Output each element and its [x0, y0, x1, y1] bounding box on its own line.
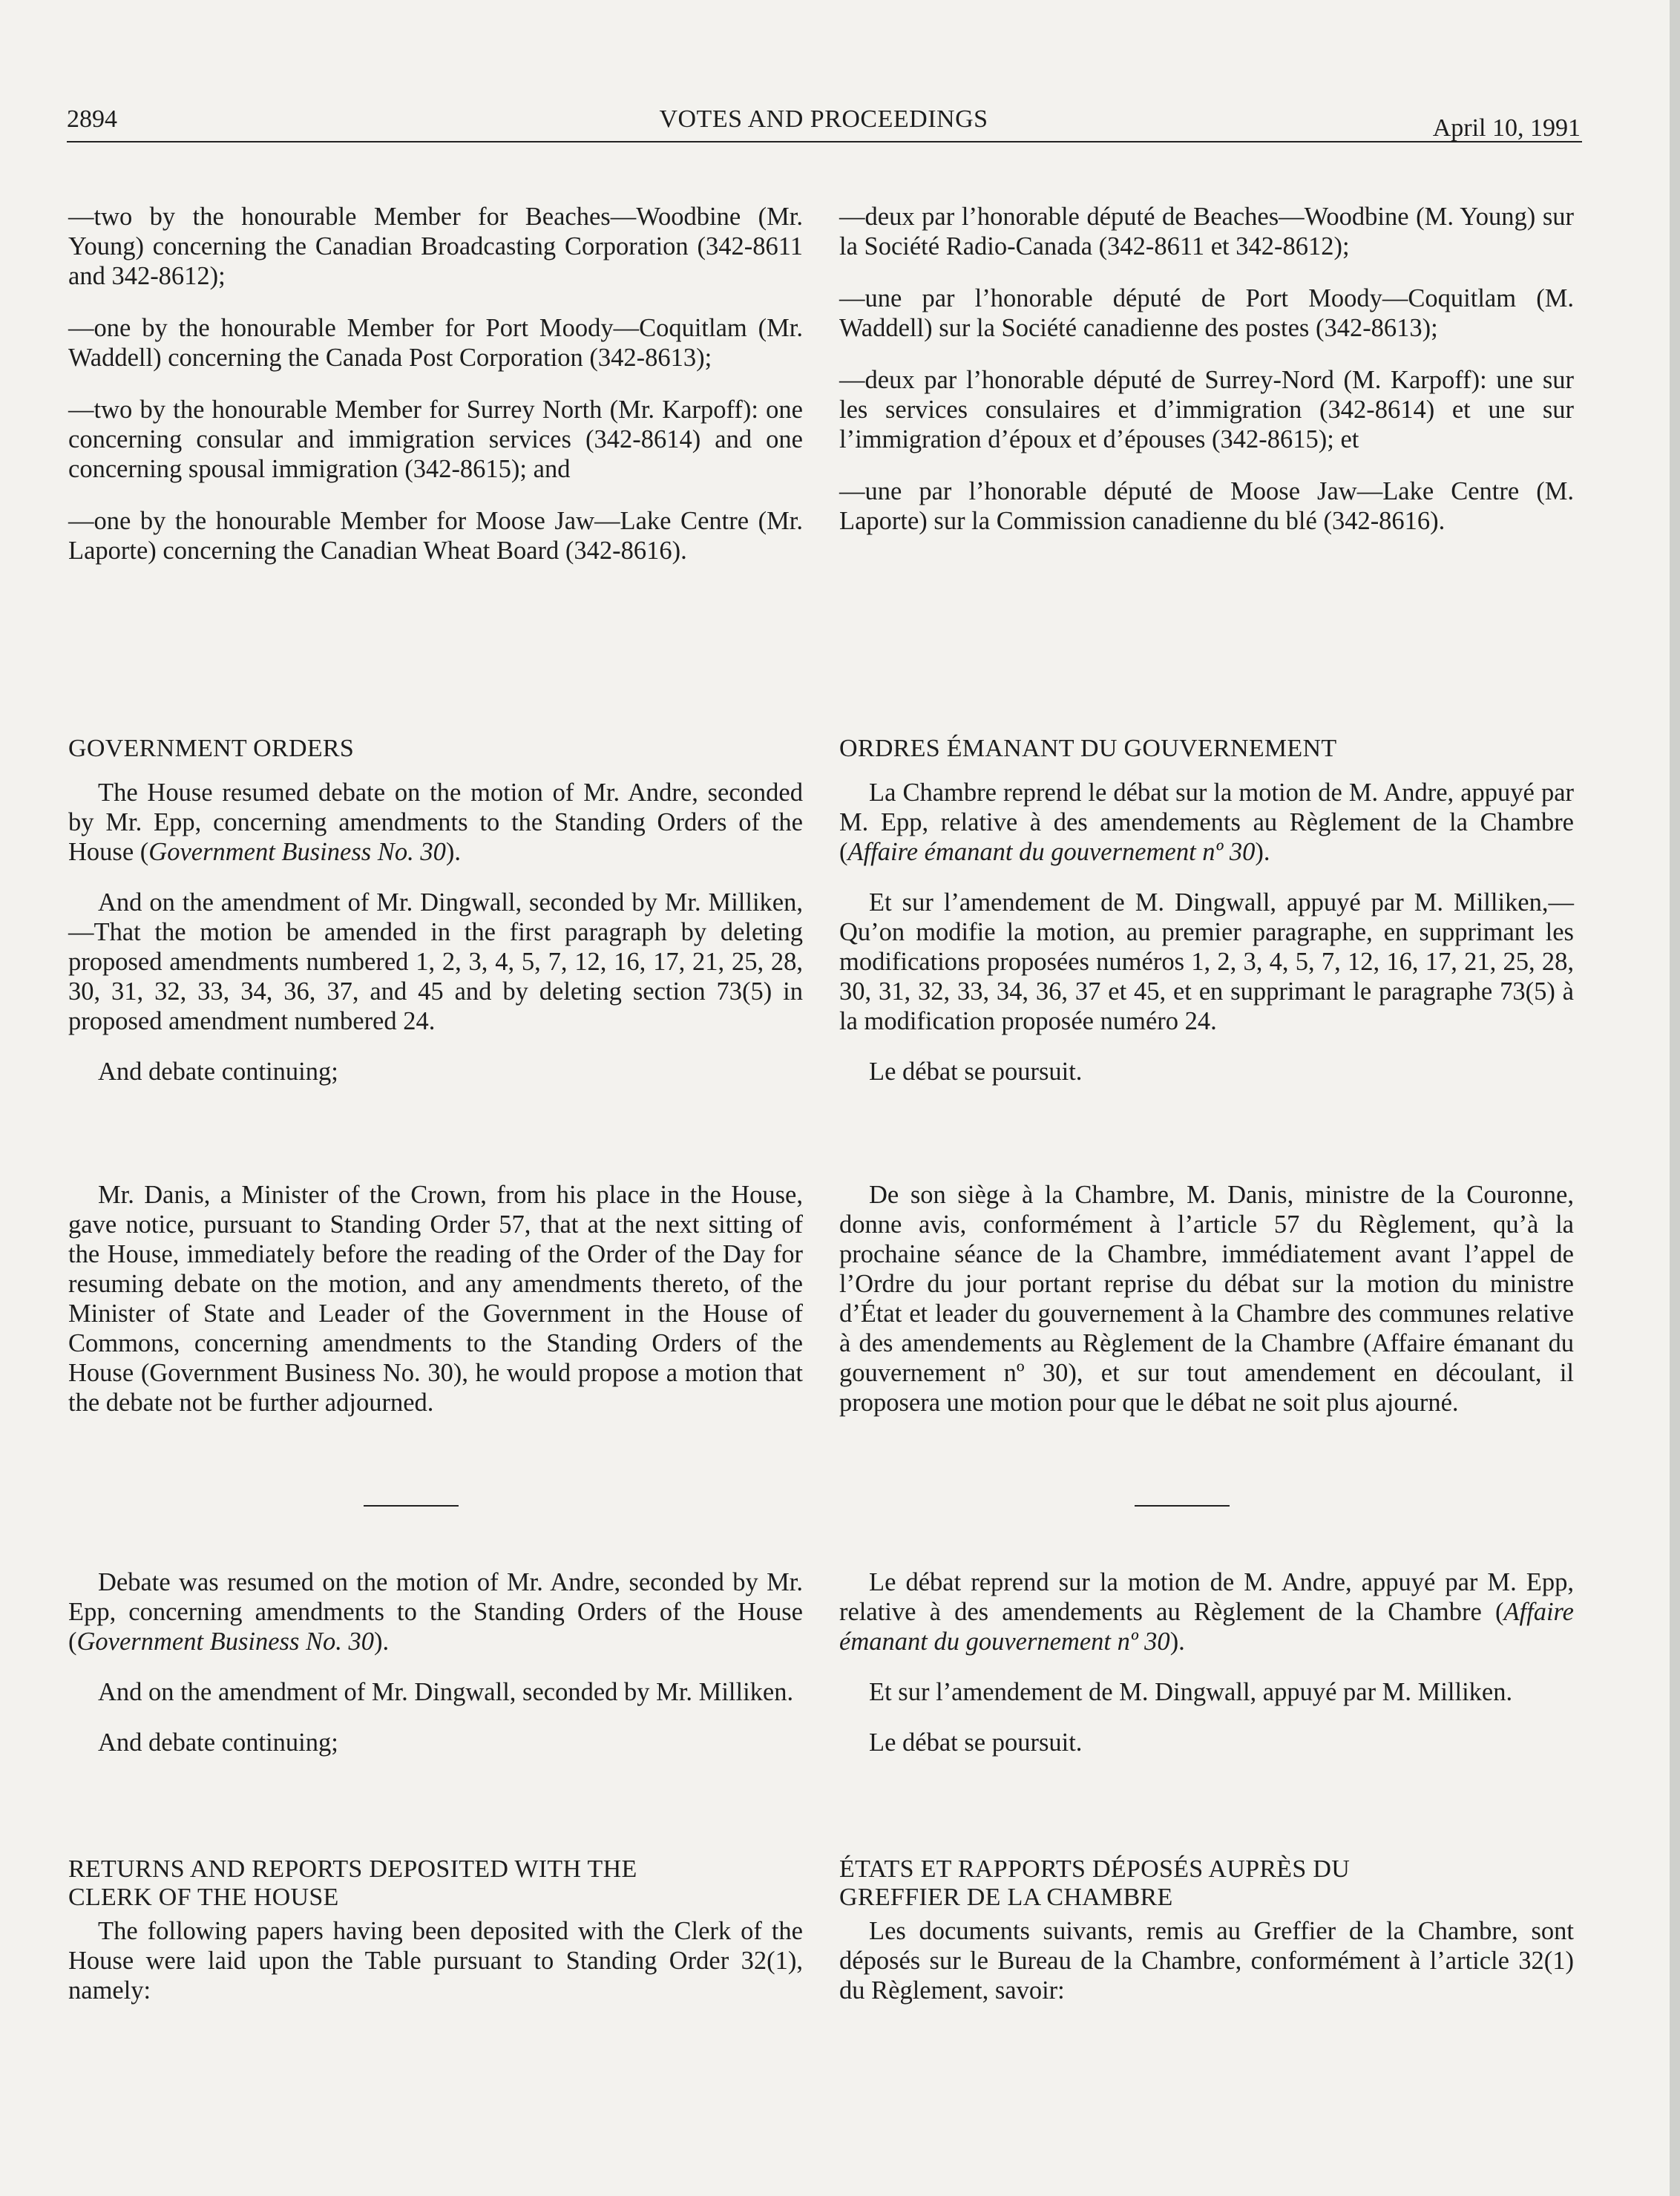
returns-intro-paragraph: The following papers having been deposited with the Clerk of the House were laid upon the Table pursuant to Standing Order 32(1), namely: [68, 1917, 803, 2005]
returns-list-french [839, 202, 1574, 536]
returns-heading-french [839, 1855, 1574, 1912]
notice-paragraph: Mr. Danis, a Minister of the Crown, from his place in the House, gave notice, pursuant to Standing Order 57, that at the next sitting of the House, immediately before the reading of the Order of the Day for resuming debate on the motion, and any amendments thereto, of the Minister of State and Leader of the Government in the House of Commons, concerning amendments to the Standing Orders of the House (Government Business No. 30), he would propose a motion that the debate not be further adjourned. [68, 1181, 803, 1417]
amendment-paragraph: Et sur l’amendement de M. Dingwall, appuyé par M. Milliken,—Qu’on modifie la motion, au premier paragraphe, en supprimant les modifications proposées numéros 1, 2, 3, 4, 5, 7, 12, 16, 17, 21, 25, 28, 30, 31, 32, 33, 34, 36, 37 et 45, et en supprimant le paragraphe 73(5) à la modification proposée numéro 24. [839, 888, 1574, 1035]
returns-item: —deux par l’honorable député de Beaches—Woodbine (M. Young) sur la Société Radio-Canada (342-8611 et 342-8612); [839, 203, 1574, 260]
resumed-debate-english [68, 1567, 803, 1757]
resumed-debate-paragraph: La Chambre reprend le débat sur la motion de M. Andre, appuyé par M. Epp, relative à des amendements au Règlement de la Chambre (Affaire émanant du gouvernement nº 30). [839, 779, 1574, 866]
amendment-paragraph: And on the amendment of Mr. Dingwall, seconded by Mr. Milliken. [98, 1678, 794, 1706]
returns-item: —two by the honourable Member for Beaches—Woodbine (Mr. Young) concerning the Canadian Broadcasting Corporation (342-8611 and 342-8612); [68, 203, 803, 290]
resumed-debate-paragraph: Le débat reprend sur la motion de M. Andre, appuyé par M. Epp, relative à des amendements au Règlement de la Chambre (Affaire émanant du gouvernement nº 30). [839, 1568, 1574, 1656]
section-heading-ordres-gouvernement: ORDRES ÉMANANT DU GOUVERNEMENT [839, 735, 1337, 762]
notice-english [68, 1180, 803, 1417]
government-orders-french [839, 778, 1574, 1086]
returns-heading-line1: RETURNS AND REPORTS DEPOSITED WITH THE [68, 1855, 637, 1883]
returns-item: —une par l’honorable député de Moose Jaw—Lake Centre (M. Laporte) sur la Commission canadienne du blé (342-8616). [839, 477, 1574, 535]
returns-item: —one by the honourable Member for Port Moody—Coquitlam (Mr. Waddell) concerning the Canada Post Corporation (342-8613); [68, 314, 803, 372]
debate-continuing: Le débat se poursuit. [869, 1728, 1083, 1757]
scan-edge [1670, 0, 1680, 2196]
returns-intro-french [839, 1916, 1574, 2005]
debate-continuing: And debate continuing; [98, 1058, 338, 1086]
resumed-debate-paragraph: Debate was resumed on the motion of Mr. Andre, seconded by Mr. Epp, concerning amendments to the Standing Orders of the House (Government Business No. 30). [68, 1568, 803, 1656]
returns-item: —deux par l’honorable député de Surrey-Nord (M. Karpoff): une sur les services consulaires et d’immigration (342-8614) et une sur l’immigration d’époux et d’épouses (342-8615); et [839, 366, 1574, 453]
returns-heading-line2: GREFFIER DE LA CHAMBRE [839, 1884, 1173, 1911]
running-title: VOTES AND PROCEEDINGS [659, 105, 988, 133]
header-rule [67, 141, 1582, 142]
notice-french [839, 1180, 1574, 1417]
returns-heading-line1: ÉTATS ET RAPPORTS DÉPOSÉS AUPRÈS DU [839, 1855, 1351, 1883]
page-date: April 10, 1991 [1432, 114, 1581, 142]
returns-item: —one by the honourable Member for Moose Jaw—Lake Centre (Mr. Laporte) concerning the Canadian Wheat Board (342-8616). [68, 507, 803, 565]
returns-list-english [68, 202, 803, 566]
page-number: 2894 [67, 105, 117, 133]
amendment-paragraph: Et sur l’amendement de M. Dingwall, appuyé par M. Milliken. [869, 1678, 1513, 1706]
section-heading-government-orders: GOVERNMENT ORDERS [68, 735, 355, 762]
section-divider [364, 1505, 459, 1507]
amendment-paragraph: And on the amendment of Mr. Dingwall, seconded by Mr. Milliken,—That the motion be amended in the first paragraph by deleting proposed amendments numbered 1, 2, 3, 4, 5, 7, 12, 16, 17, 21, 25, 28, 30, 31, 32, 33, 34, 36, 37, and 45 and by deleting section 73(5) in proposed amendment numbered 24. [68, 888, 803, 1035]
government-orders-english [68, 778, 803, 1086]
section-divider [1135, 1505, 1230, 1507]
returns-heading-english [68, 1855, 803, 1912]
returns-intro-paragraph: Les documents suivants, remis au Greffier de la Chambre, sont déposés sur le Bureau de la Chambre, conformément à l’article 32(1) du Règlement, savoir: [839, 1917, 1574, 2005]
returns-item: —two by the honourable Member for Surrey North (Mr. Karpoff): one concerning consular and immigration services (342-8614) and one concerning spousal immigration (342-8615); and [68, 396, 803, 483]
resumed-debate-french [839, 1567, 1574, 1757]
debate-continuing: Le débat se poursuit. [869, 1058, 1083, 1086]
notice-paragraph: De son siège à la Chambre, M. Danis, ministre de la Couronne, donne avis, conformément à l’article 57 du Règlement, qu’à la prochaine séance de la Chambre, immédiatement avant l’appel de l’Ordre du jour portant reprise du débat sur la motion du ministre d’État et leader du gouvernement à la Chambre des communes relative à des amendements au Règlement de la Chambre (Affaire émanant du gouvernement nº 30), et sur tout amendement en découlant, il proposera une motion pour que le débat ne soit plus ajourné. [839, 1181, 1574, 1417]
resumed-debate-paragraph: The House resumed debate on the motion of Mr. Andre, seconded by Mr. Epp, concerning amendments to the Standing Orders of the House (Government Business No. 30). [68, 779, 803, 866]
debate-continuing: And debate continuing; [98, 1728, 338, 1757]
returns-heading-line2: CLERK OF THE HOUSE [68, 1884, 339, 1911]
returns-intro-english [68, 1916, 803, 2005]
page-header [67, 102, 1581, 141]
returns-item: —une par l’honorable député de Port Moody—Coquitlam (M. Waddell) sur la Société canadienne des postes (342-8613); [839, 284, 1574, 342]
